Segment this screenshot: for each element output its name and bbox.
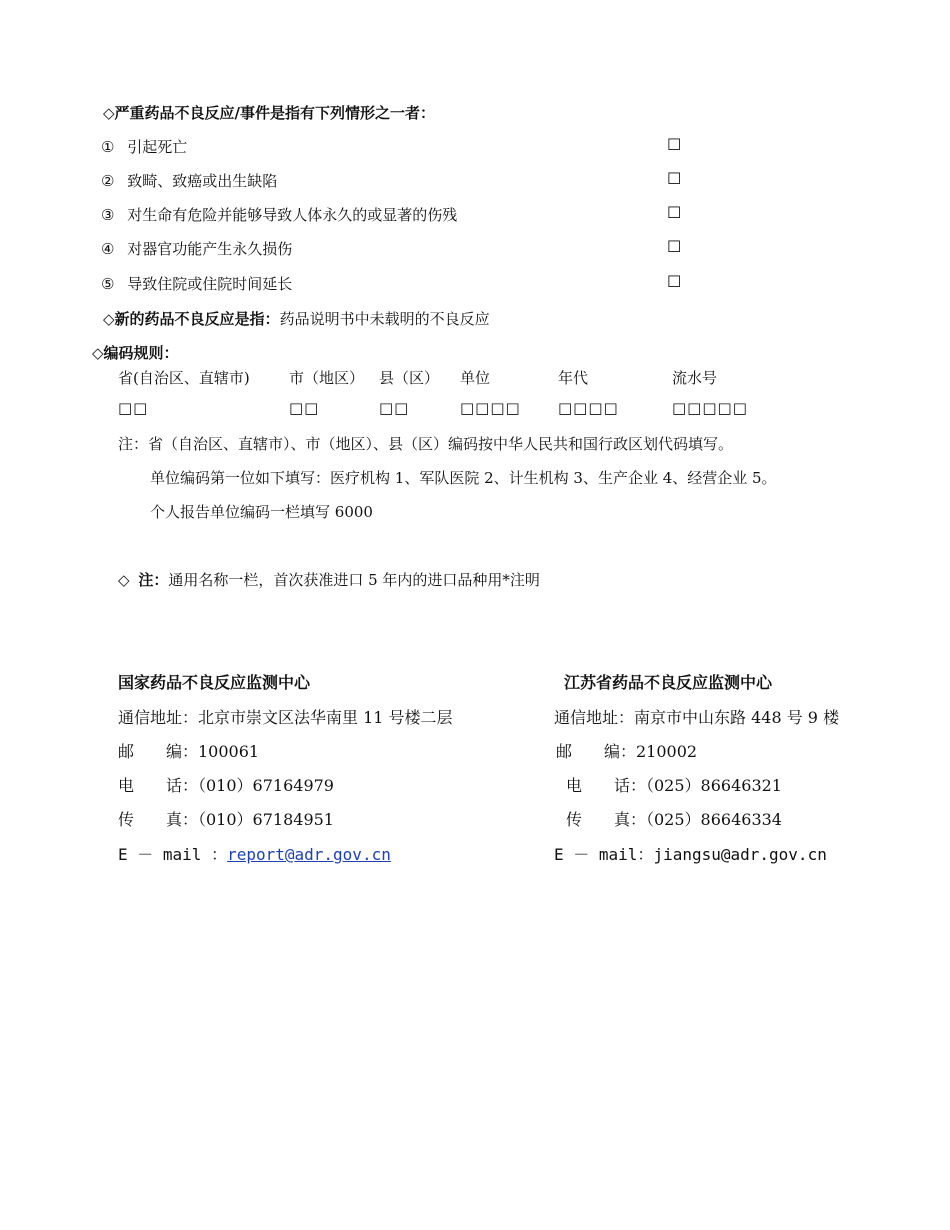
center-phone: 电 话：（010）67164979 <box>118 776 334 795</box>
generic-note-label: 注： <box>138 571 169 589</box>
column-label-year: 年代 <box>558 369 589 387</box>
code-boxes-serial[interactable]: □□□□□ <box>672 399 748 417</box>
coding-rules-heading-text: 编码规则： <box>103 344 179 362</box>
center-name: 江苏省药品不良反应监测中心 <box>564 673 773 692</box>
email-label: E － mail： <box>554 845 654 864</box>
center-postcode: 邮 编：210002 <box>556 742 698 761</box>
generic-note-text: 通用名称一栏，首次获准进口 5 年内的进口品种用*注明 <box>168 571 540 589</box>
list-item <box>101 238 292 259</box>
list-item <box>101 170 277 191</box>
center-phone: 电 话：（025）86646321 <box>566 776 782 795</box>
column-label-serial: 流水号 <box>672 369 718 387</box>
item-number: ① <box>101 138 115 156</box>
column-label-city: 市（地区） <box>289 369 365 387</box>
code-boxes-province[interactable]: □□ <box>118 399 149 417</box>
diamond-icon: ◇ <box>103 104 115 122</box>
item-number: ② <box>101 172 115 190</box>
center-email-row <box>554 842 827 865</box>
checkbox-hospitalization[interactable]: ☐ <box>667 272 682 291</box>
item-number: ③ <box>101 206 115 224</box>
list-item <box>101 273 292 294</box>
diamond-icon: ◇ <box>92 344 104 362</box>
item-text: 致畸、致癌或出生缺陷 <box>127 172 278 190</box>
coding-note: 注：省（自治区、直辖市）、市（地区）、县（区）编码按中华人民共和国行政区划代码填写。 <box>118 435 734 453</box>
center-address: 通信地址：南京市中山东路 448 号 9 楼 <box>554 708 840 727</box>
item-number: ⑤ <box>101 275 115 293</box>
center-name: 国家药品不良反应监测中心 <box>118 673 311 692</box>
checkbox-birth-defect[interactable]: ☐ <box>667 169 682 188</box>
code-boxes-city[interactable]: □□ <box>289 399 320 417</box>
coding-note: 个人报告单位编码一栏填写 6000 <box>150 503 373 521</box>
coding-rules-heading <box>92 342 179 363</box>
email-address: jiangsu@adr.gov.cn <box>653 845 827 864</box>
coding-note: 单位编码第一位如下填写：医疗机构 1、军队医院 2、计生机构 3、生产企业 4、经营企业 5。 <box>150 469 777 487</box>
item-text: 导致住院或住院时间延长 <box>127 275 293 293</box>
new-adr-text: 药品说明书中未载明的不良反应 <box>279 310 490 328</box>
center-fax: 传 真：（010）67184951 <box>118 810 334 829</box>
code-boxes-unit[interactable]: □□□□ <box>460 399 521 417</box>
item-text: 对器官功能产生永久损伤 <box>127 240 293 258</box>
email-label: E － mail ： <box>118 845 228 864</box>
checkbox-death[interactable]: ☐ <box>667 135 682 154</box>
center-address: 通信地址：北京市崇文区法华南里 11 号楼二层 <box>118 708 453 727</box>
diamond-icon: ◇ <box>118 571 130 589</box>
item-text: 对生命有危险并能够导致人体永久的或显著的伤残 <box>127 206 458 224</box>
center-email-row <box>118 842 391 865</box>
checkbox-organ-damage[interactable]: ☐ <box>667 237 682 256</box>
item-text: 引起死亡 <box>127 138 188 156</box>
code-boxes-county[interactable]: □□ <box>379 399 410 417</box>
column-label-province: 省(自治区、直辖市) <box>118 369 250 387</box>
new-adr-definition <box>103 308 490 329</box>
center-fax: 传 真：（025）86646334 <box>566 810 782 829</box>
code-boxes-year[interactable]: □□□□ <box>558 399 619 417</box>
generic-name-note <box>118 569 540 590</box>
center-postcode: 邮 编：100061 <box>118 742 260 761</box>
new-adr-label: 新的药品不良反应是指： <box>114 310 280 328</box>
item-number: ④ <box>101 240 115 258</box>
column-label-unit: 单位 <box>460 369 491 387</box>
column-label-county: 县（区） <box>379 369 440 387</box>
serious-adr-heading-text: 严重药品不良反应/事件是指有下列情形之一者： <box>114 104 436 122</box>
list-item <box>101 136 187 157</box>
diamond-icon: ◇ <box>103 310 115 328</box>
email-link[interactable]: report@adr.gov.cn <box>227 845 391 864</box>
checkbox-life-threatening[interactable]: ☐ <box>667 203 682 222</box>
serious-adr-heading <box>103 102 435 123</box>
list-item <box>101 204 457 225</box>
